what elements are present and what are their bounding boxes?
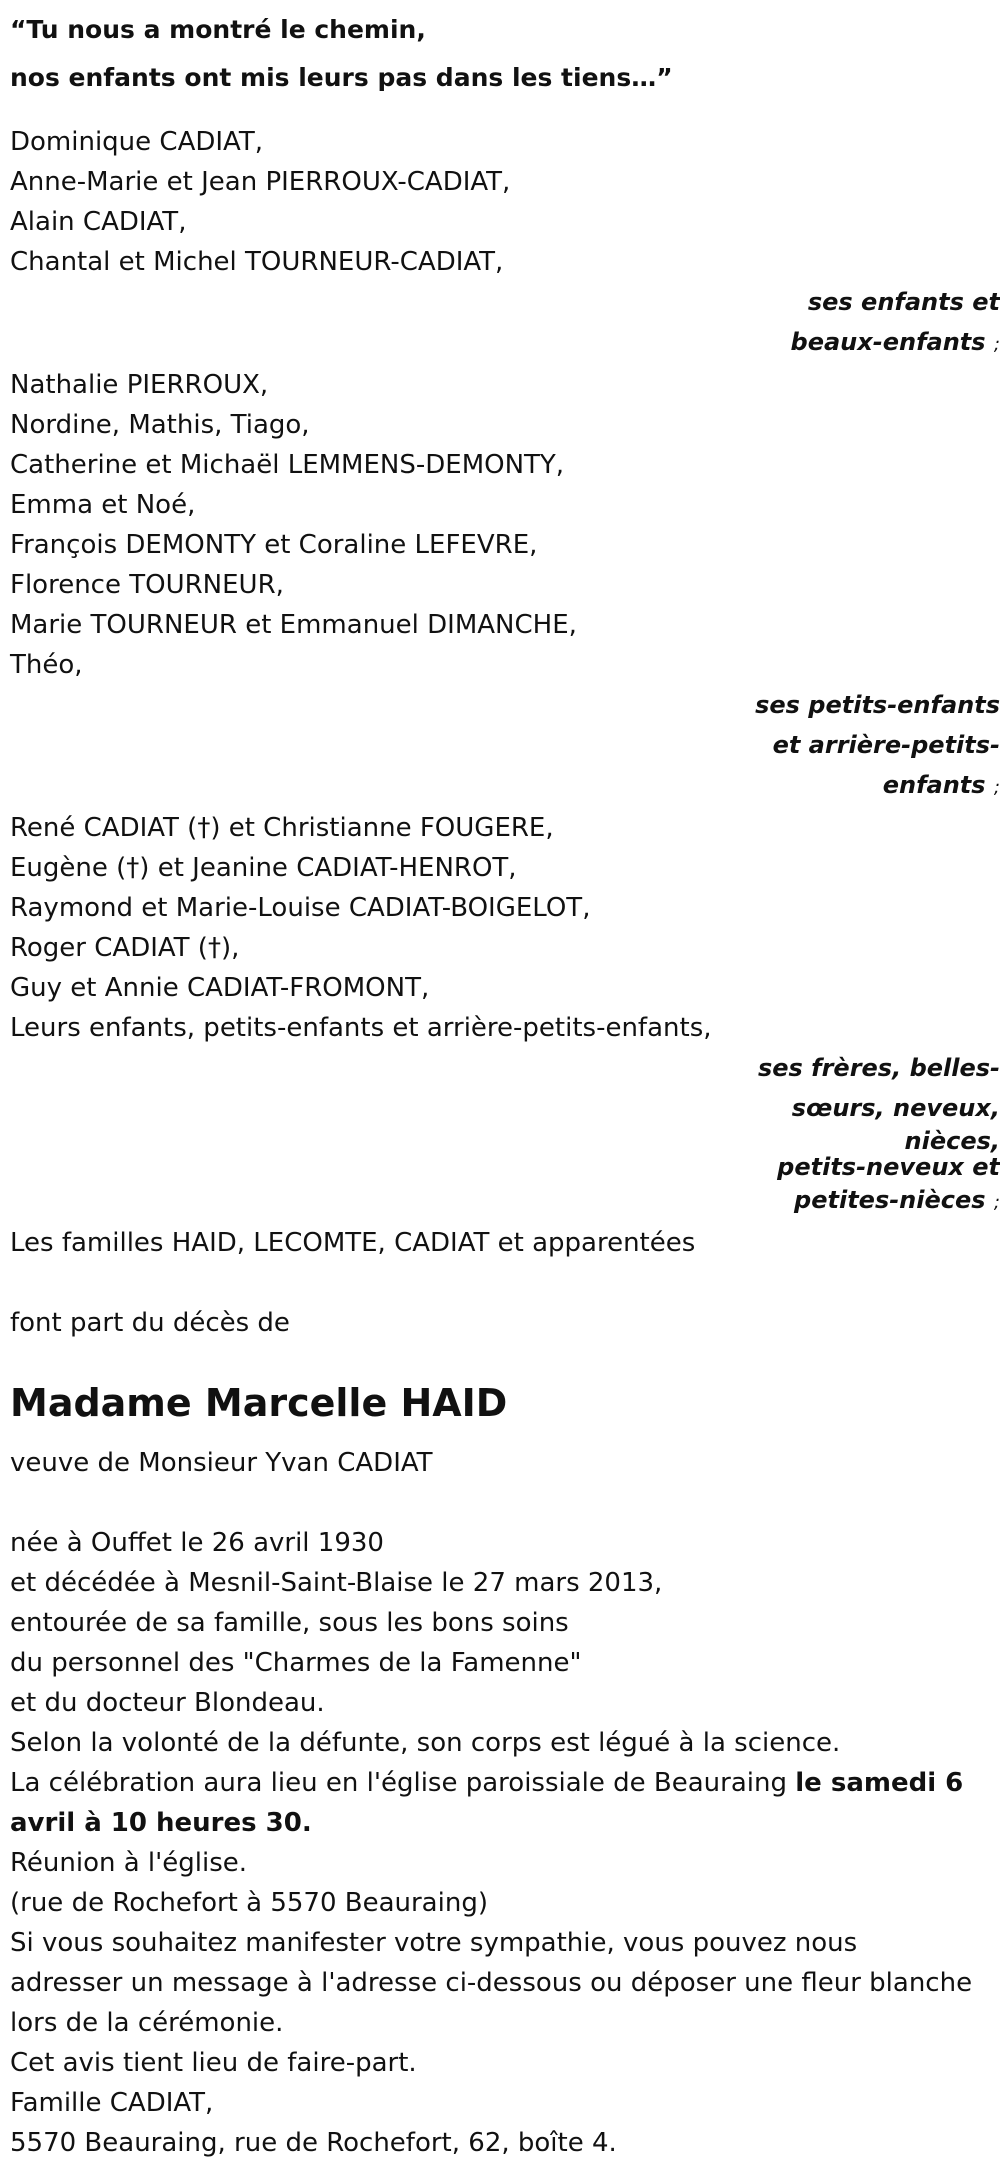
celebration-line — [10, 1763, 990, 1803]
role-line — [10, 1180, 1000, 1223]
children-role — [10, 282, 1000, 365]
list-item: Dominique CADIAT, — [10, 127, 263, 157]
list-item: Guy et Annie CADIAT-FROMONT, — [10, 973, 430, 1003]
celebration-time: avril à 10 heures 30. — [10, 1808, 312, 1838]
role-line: et arrière-petits- — [772, 731, 1000, 759]
role-text: beaux-enfants — [790, 328, 986, 356]
role-text: enfants — [882, 771, 986, 799]
announce-text: font part du décès de — [10, 1308, 290, 1338]
celebration-text: La célébration aura lieu en l'église paroissiale de Beauraing — [10, 1768, 796, 1798]
role-text: petites-nièces — [794, 1186, 986, 1214]
doctor-line: et du docteur Blondeau. — [10, 1688, 325, 1718]
surrounded-line: entourée de sa famille, sous les bons soins — [10, 1608, 569, 1638]
role-line — [10, 322, 1000, 365]
role-semicolon: ; — [993, 334, 1000, 355]
list-item: Théo, — [10, 650, 83, 680]
list-item: Roger CADIAT (†), — [10, 933, 240, 963]
sympathy-line-1: Si vous souhaitez manifester votre sympathie, vous pouvez nous — [10, 1928, 858, 1958]
family-sign-line: Famille CADIAT, — [10, 2088, 214, 2118]
family-address-line: 5570 Beauraing, rue de Rochefort, 62, boîte 4. — [10, 2128, 617, 2158]
list-item: François DEMONTY et Coraline LEFEVRE, — [10, 530, 538, 560]
role-line: ses frères, belles- — [757, 1054, 1000, 1082]
celebration-date: le samedi 6 — [795, 1768, 964, 1798]
role-semicolon: ; — [993, 1192, 1000, 1213]
details-block — [10, 1523, 990, 2163]
died-line: et décédée à Mesnil-Saint-Blaise le 27 mars 2013, — [10, 1568, 663, 1598]
list-item: Anne-Marie et Jean PIERROUX-CADIAT, — [10, 167, 511, 197]
announcement — [10, 1303, 990, 1343]
list-item: Alain CADIAT, — [10, 207, 187, 237]
role-line: ses enfants et — [807, 288, 1000, 316]
role-line: sœurs, neveux, — [791, 1094, 1000, 1122]
church-address-line: (rue de Rochefort à 5570 Beauraing) — [10, 1888, 488, 1918]
role-line: petits-neveux et — [777, 1153, 1000, 1181]
staff-line: du personnel des "Charmes de la Famenne" — [10, 1648, 582, 1678]
list-item: Raymond et Marie-Louise CADIAT-BOIGELOT, — [10, 893, 591, 923]
list-item: Leurs enfants, petits-enfants et arrière-petits-enfants, — [10, 1013, 712, 1043]
list-item: Marie TOURNEUR et Emmanuel DIMANCHE, — [10, 610, 577, 640]
siblings-role — [10, 1048, 1000, 1223]
notice-line: Cet avis tient lieu de faire-part. — [10, 2048, 417, 2078]
list-item: Catherine et Michaël LEMMENS-DEMONTY, — [10, 450, 565, 480]
list-item: René CADIAT (†) et Christianne FOUGERE, — [10, 813, 554, 843]
sympathy-line-2: adresser un message à l'adresse ci-dessous ou déposer une fleur blanche — [10, 1968, 973, 1998]
quote-line-2: nos enfants ont mis leurs pas dans les tiens…” — [10, 63, 673, 92]
role-line: nièces, — [904, 1127, 1000, 1155]
sympathy-line-3: lors de la cérémonie. — [10, 2008, 284, 2038]
list-item: Eugène (†) et Jeanine CADIAT-HENROT, — [10, 853, 517, 883]
opening-quote — [10, 0, 990, 102]
role-semicolon: ; — [993, 777, 1000, 798]
science-line: Selon la volonté de la défunte, son corps est légué à la science. — [10, 1728, 841, 1758]
role-line — [10, 765, 1000, 808]
grandchildren-list — [10, 365, 990, 685]
born-line: née à Ouffet le 26 avril 1930 — [10, 1528, 384, 1558]
families-line — [10, 1223, 990, 1263]
widow-text: veuve de Monsieur Yvan CADIAT — [10, 1448, 433, 1478]
children-list — [10, 122, 990, 282]
families-text: Les familles HAID, LECOMTE, CADIAT et apparentées — [10, 1228, 696, 1258]
meeting-line: Réunion à l'église. — [10, 1848, 248, 1878]
quote-line-1: “Tu nous a montré le chemin, — [10, 15, 426, 44]
grandchildren-role — [10, 685, 1000, 808]
list-item: Nordine, Mathis, Tiago, — [10, 410, 310, 440]
list-item: Florence TOURNEUR, — [10, 570, 284, 600]
siblings-list — [10, 808, 990, 1048]
list-item: Emma et Noé, — [10, 490, 196, 520]
widow-line — [10, 1443, 990, 1483]
deceased-name: Madame Marcelle HAID — [10, 1381, 508, 1425]
list-item: Nathalie PIERROUX, — [10, 370, 269, 400]
list-item: Chantal et Michel TOURNEUR-CADIAT, — [10, 247, 504, 277]
role-line: ses petits-enfants — [755, 691, 1000, 719]
